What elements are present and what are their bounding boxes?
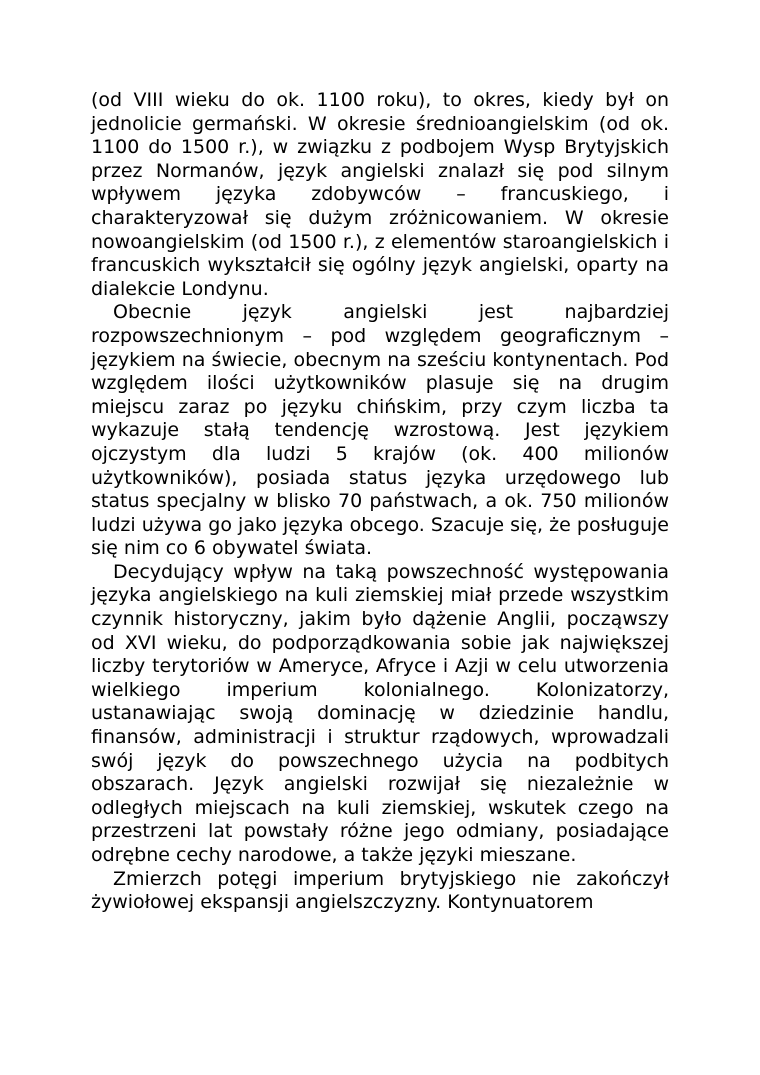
paragraph: Zmierzch potęgi imperium brytyjskiego nie zakończył żywiołowej ekspansji angielszczyzny. Kontynuatorem	[91, 867, 669, 914]
paragraph-continued: (od VIII wieku do ok. 1100 roku), to okres, kiedy był on jednolicie germański. W okresie średnioangielskim (od ok. 1100 do 1500 r.), w związku z podbojem Wysp Brytyjskich przez Normanów, język angielski znalazł się pod silnym wpływem języka zdobywców – francuskiego, i charakteryzował się dużym zróżnicowaniem. W okresie nowoangielskim (od 1500 r.), z elementów staroangielskich i francuskich wykształcił się ogólny język angielski, oparty na dialekcie Londynu.	[91, 89, 669, 300]
paragraph: Decydujący wpływ na taką powszechność występowania języka angielskiego na kuli ziemskiej miał przede wszystkim czynnik historyczny, jakim było dążenie Anglii, począwszy od XVI wieku, do podporządkowania sobie jak największej liczby terytoriów w Ameryce, Afryce i Azji w celu utworzenia wielkiego imperium kolonialnego. Kolonizatorzy, ustanawiając swoją dominację w dziedzinie handlu, finansów, administracji i struktur rządowych, wprowadzali swój język do powszechnego użycia na podbitych obszarach. Język angielski rozwijał się niezależnie w odległych miejscach na kuli ziemskiej, wskutek czego na przestrzeni lat powstały różne jego odmiany, posiadające odrębne cechy narodowe, a także języki mieszane.	[91, 560, 669, 866]
document-page	[91, 89, 669, 915]
paragraph: Obecnie język angielski jest najbardziej rozpowszechnionym – pod względem geograficznym – językiem na świecie, obecnym na sześciu kontynentach. Pod względem ilości użytkowników plasuje się na drugim miejscu zaraz po języku chińskim, przy czym liczba ta wykazuje stałą tendencję wzrostową. Jest językiem ojczystym dla ludzi 5 krajów (ok. 400 milionów użytkowników), posiada status języka urzędowego lub status specjalny w blisko 70 państwach, a ok. 750 milionów ludzi używa go jako języka obcego. Szacuje się, że posługuje się nim co 6 obywatel świata.	[91, 301, 669, 560]
